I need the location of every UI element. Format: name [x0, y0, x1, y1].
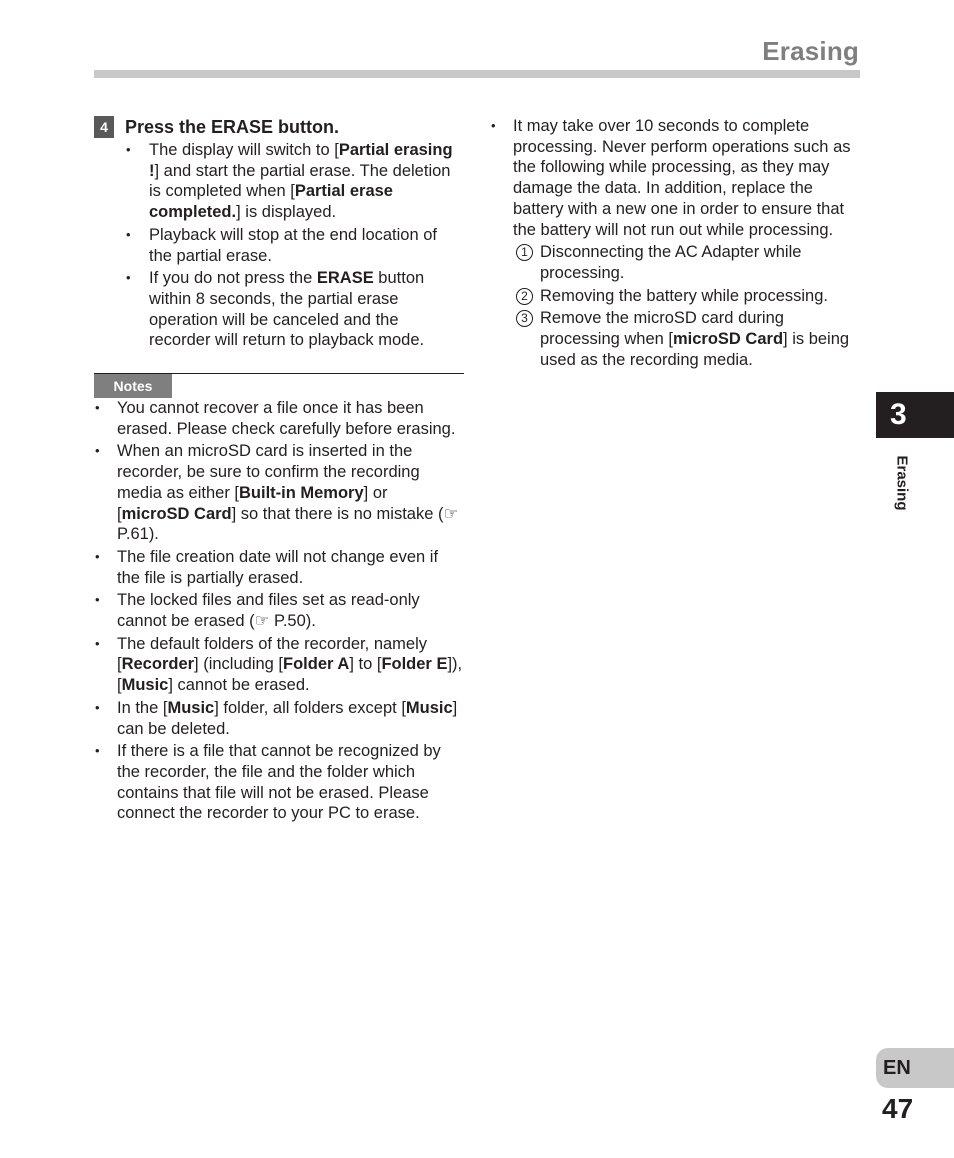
- note-item: • If there is a file that cannot be recognized by the recorder, the file and the folder which contains that file will not be erased. Please connect the recorder to your PC to erase.: [94, 741, 464, 824]
- processing-warning-list: [490, 116, 862, 240]
- note-item: • The locked files and files set as read-only cannot be erased (☞ P.50).: [94, 590, 464, 631]
- step-number-badge: 4: [94, 116, 114, 138]
- note-item: • The file creation date will not change even if the file is partially erased.: [94, 547, 464, 588]
- note-item: • The default folders of the recorder, namely [Recorder] (including [Folder A] to [Folder E]), [Music] cannot be erased.: [94, 634, 464, 696]
- step-heading: [94, 116, 464, 138]
- left-column: [94, 116, 464, 826]
- header-rule: [94, 70, 860, 78]
- notes-label: Notes: [94, 374, 172, 398]
- numbered-operation: 2 Removing the battery while processing.: [516, 286, 862, 307]
- circled-number: 3: [516, 310, 533, 327]
- circled-number: 1: [516, 244, 533, 261]
- page-header-title: Erasing: [762, 36, 859, 66]
- chapter-side-label: [887, 448, 917, 518]
- note-item: • You cannot recover a file once it has been erased. Please check carefully before erasing.: [94, 398, 464, 439]
- notes-bar: [94, 373, 464, 398]
- numbered-operation: 1 Disconnecting the AC Adapter while processing.: [516, 242, 862, 283]
- step-bullet-list: [125, 140, 464, 351]
- notes-list: [94, 398, 464, 824]
- step-bullet: • The display will switch to [Partial erasing !] and start the partial erase. The deletion is completed when [Partial erase completed.] is displayed.: [125, 140, 464, 223]
- step-bullet: • Playback will stop at the end location of the partial erase.: [125, 225, 464, 266]
- page-number: 47: [882, 1093, 914, 1124]
- note-item: • In the [Music] folder, all folders except [Music] can be deleted.: [94, 698, 464, 739]
- step-title: Press the ERASE button.: [125, 116, 340, 137]
- processing-warning: • It may take over 10 seconds to complete processing. Never perform operations such as the following while processing, as they may damage the data. In addition, replace the battery with a new one in order to ensure that the battery will not run out while processing.: [490, 116, 862, 240]
- step-bullet: • If you do not press the ERASE button within 8 seconds, the partial erase operation will be canceled and the recorder will return to playback mode.: [125, 268, 464, 351]
- numbered-operation: 3 Remove the microSD card during processing when [microSD Card] is being used as the recording media.: [516, 308, 862, 370]
- circled-number: 2: [516, 288, 533, 305]
- note-item: • When an microSD card is inserted in the recorder, be sure to confirm the recording media as either [Built-in Memory] or [microSD Card] so that there is no mistake (☞ P.61).: [94, 441, 464, 545]
- numbered-operations-list: [490, 242, 862, 370]
- chapter-side-label-text: Erasing: [893, 455, 911, 511]
- chapter-tab: 3: [876, 392, 954, 438]
- right-column: [490, 116, 862, 372]
- language-tab: EN: [876, 1048, 954, 1088]
